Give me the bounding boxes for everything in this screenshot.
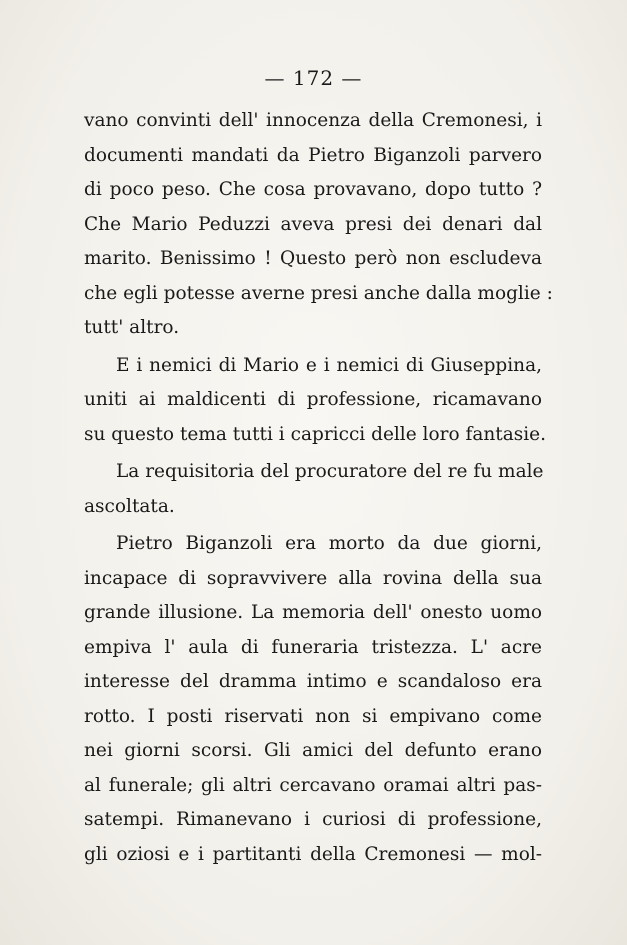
text-line: nei giorni scorsi. Gli amici del defunto erano <box>84 740 542 761</box>
text-line: interesse del dramma intimo e scandaloso era <box>84 671 542 692</box>
text-line: grande illusione. La memoria dell' onesto uomo <box>84 602 542 623</box>
body-text <box>84 104 553 872</box>
text-line: al funerale; gli altri cercavano oramai altri pas- <box>84 774 542 796</box>
text-line: E i nemici di Mario e i nemici di Giuseppina, <box>116 354 542 376</box>
text-line: ascoltata. <box>84 495 175 517</box>
text-line: uniti ai maldicenti di professione, ricamavano <box>84 389 542 410</box>
text-line: Che Mario Peduzzi aveva presi dei denari dal <box>84 213 542 235</box>
text-line: empiva l' aula di funeraria tristezza. L' acre <box>84 636 542 658</box>
text-line: satempi. Rimanevano i curiosi di professione, <box>84 809 542 830</box>
paragraph <box>84 349 546 453</box>
text-line: documenti mandati da Pietro Biganzoli parvero <box>84 144 542 166</box>
text-line: su questo tema tutti i capricci delle loro fantasie. <box>84 423 546 445</box>
paragraph <box>84 104 553 346</box>
text-line: gli oziosi e i partitanti della Cremonesi — mol- <box>84 843 542 865</box>
page-number: — 172 — <box>264 66 363 90</box>
paragraph <box>84 527 542 872</box>
paragraph <box>84 455 542 524</box>
text-line: che egli potesse averne presi anche dalla moglie : <box>84 282 553 304</box>
text-line: rotto. I posti riservati non si empivano come <box>84 705 542 727</box>
text-line: vano convinti dell' innocenza della Cremonesi, i <box>84 110 542 131</box>
text-line: di poco peso. Che cosa provavano, dopo tutto ? <box>84 179 542 200</box>
text-line: incapace di sopravvivere alla rovina della sua <box>84 567 542 589</box>
text-line: La requisitoria del procuratore del re fu male <box>116 461 544 482</box>
text-line: tutt' altro. <box>84 317 180 338</box>
text-line: Pietro Biganzoli era morto da due giorni, <box>116 533 542 554</box>
text-line: marito. Benissimo ! Questo però non escludeva <box>84 248 542 269</box>
